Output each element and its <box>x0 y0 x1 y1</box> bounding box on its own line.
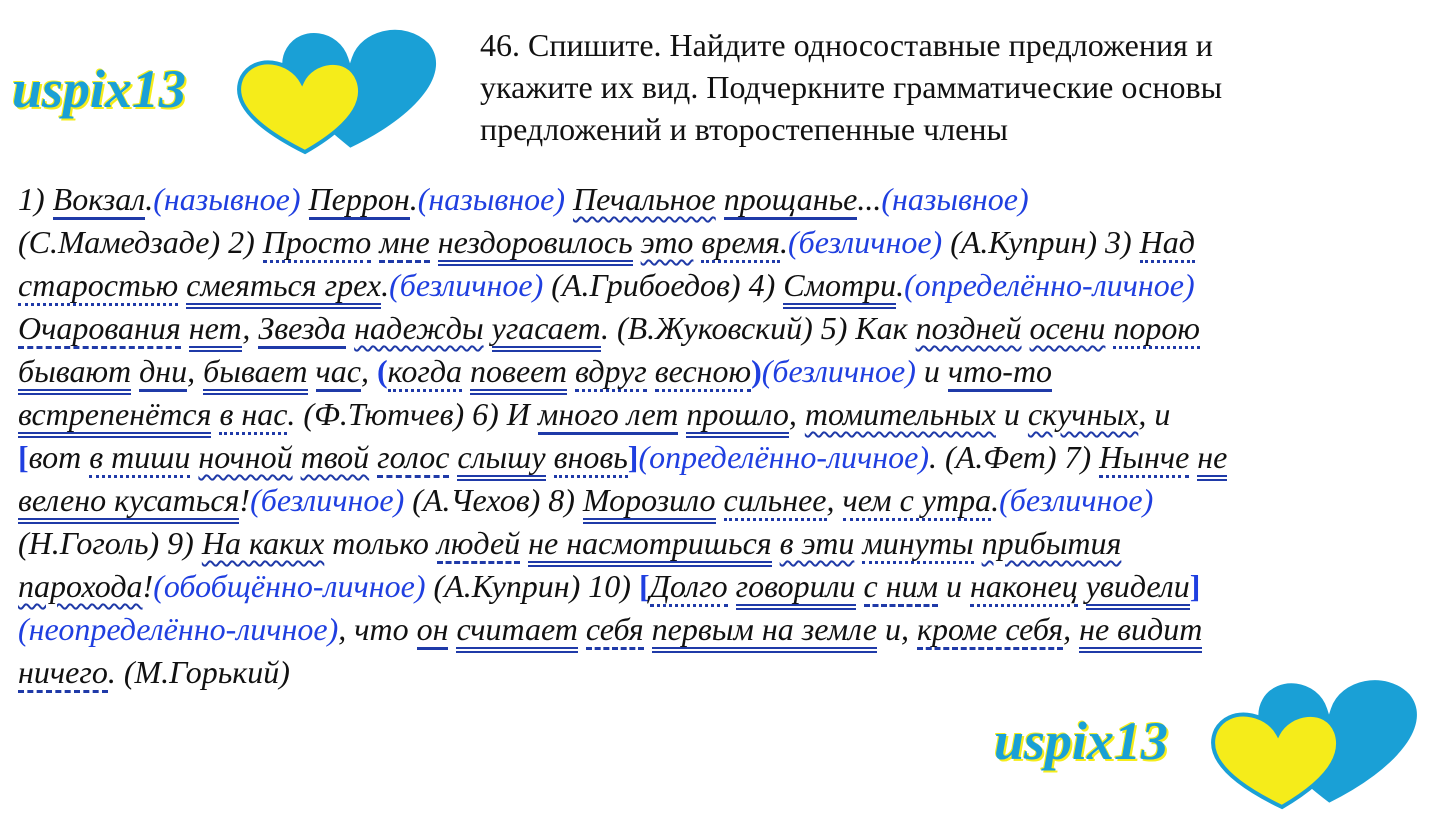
space <box>301 181 309 217</box>
type-note: (назывное) <box>881 181 1029 217</box>
text-line <box>18 350 1433 393</box>
predicate: говорили <box>736 568 856 610</box>
type-note: (обобщённо-личное) <box>153 568 426 604</box>
plain-text: . (М.Горький) <box>107 654 290 690</box>
object: с ним <box>864 568 939 607</box>
punct: , <box>360 353 377 389</box>
plain-text: , и <box>1138 396 1171 432</box>
type-note: (определённо-личное) <box>638 439 930 475</box>
object: Очарования <box>18 310 181 349</box>
punct: . <box>896 267 905 303</box>
predicate: не видит <box>1079 611 1202 653</box>
type-note: (определённо-личное) <box>904 267 1195 303</box>
type-note: (безличное) <box>389 267 544 303</box>
clause-bracket: ( <box>376 353 388 389</box>
space <box>1022 310 1030 346</box>
predicate: встрепенётся <box>18 396 211 438</box>
adverbial: в нас <box>219 396 287 435</box>
predicate: нет <box>189 310 243 352</box>
text-line <box>18 393 1433 436</box>
sentence-number: 1) <box>18 181 53 217</box>
adverbial: в тиши <box>89 439 190 478</box>
punct: , <box>826 482 843 518</box>
attribute: прибытия <box>981 525 1122 561</box>
text-line <box>18 565 1433 608</box>
type-note: (назывное) <box>417 181 565 217</box>
type-note: (безличное) <box>999 482 1154 518</box>
adverbial: старостью <box>18 267 178 306</box>
text-line <box>18 522 1433 565</box>
adverbial: когда <box>388 353 462 392</box>
punct: ... <box>857 181 882 217</box>
punct: , <box>242 310 259 346</box>
predicate: увидели <box>1086 568 1190 610</box>
text-line <box>18 307 1433 350</box>
plain-text: . (А.Фет) 7) <box>929 439 1100 475</box>
adverbial: Долго <box>650 568 728 607</box>
hearts-icon <box>1204 672 1434 812</box>
subject: что-то <box>948 353 1052 392</box>
subject: прощанье <box>724 181 858 220</box>
text-line <box>18 264 1433 307</box>
adverbial: время <box>701 224 780 263</box>
logo-top <box>8 22 448 157</box>
predicate: первым на земле <box>652 611 877 653</box>
clause-bracket: ] <box>1189 568 1201 604</box>
object: ничего <box>18 654 108 693</box>
task-line: укажите их вид. Подчеркните грамматические основы <box>480 69 1223 105</box>
object: людей <box>437 525 520 564</box>
predicate: не насмотришься <box>528 525 771 567</box>
adverbial: Нынче <box>1099 439 1189 478</box>
space <box>644 611 652 647</box>
space <box>484 310 492 346</box>
space <box>567 353 575 389</box>
punct: , <box>788 396 805 432</box>
punct: . <box>145 181 154 217</box>
space <box>293 439 301 475</box>
space <box>369 439 377 475</box>
space <box>1078 568 1086 604</box>
text-line <box>18 178 1433 221</box>
attribute: парохода <box>18 568 143 604</box>
clause-bracket: [ <box>638 568 650 604</box>
space <box>647 353 655 389</box>
punct: . <box>780 224 789 260</box>
subject: много лет <box>538 396 678 435</box>
subject: Перрон <box>309 181 410 220</box>
plain-text: . (В.Жуковский) 5) Как <box>600 310 916 346</box>
space <box>578 611 586 647</box>
predicate: смеяться грех <box>186 267 381 309</box>
adverbial: Над <box>1140 224 1195 263</box>
attribute: На каких <box>201 525 325 561</box>
plain-text: и <box>995 396 1028 432</box>
space <box>178 267 186 303</box>
punct: . <box>409 181 418 217</box>
space <box>633 224 641 260</box>
attribute: осени <box>1029 310 1106 346</box>
object: голос <box>377 439 449 478</box>
exercise-text <box>18 178 1433 694</box>
plain-text: (С.Мамедзаде) 2) <box>18 224 263 260</box>
type-note: (безличное) <box>250 482 405 518</box>
plain-text: и <box>938 568 971 604</box>
adverbial: сильнее <box>724 482 827 521</box>
adverbial: чем с утра <box>843 482 992 521</box>
text-line <box>18 479 1433 522</box>
space <box>346 310 354 346</box>
type-note: (неопределённо-личное) <box>18 611 339 647</box>
adverbial: минуты <box>862 525 973 564</box>
space <box>546 439 554 475</box>
space <box>856 568 864 604</box>
task-heading <box>480 24 1430 150</box>
attribute: Печальное <box>573 181 716 217</box>
attribute: надежды <box>354 310 484 346</box>
attribute: томительных <box>804 396 996 432</box>
type-note: (назывное) <box>153 181 301 217</box>
punct: . <box>991 482 1000 518</box>
space <box>772 525 780 561</box>
attribute: скучных <box>1027 396 1139 432</box>
subject: Звезда <box>258 310 346 349</box>
plain-text: и, <box>876 611 917 647</box>
subject: он <box>417 611 449 650</box>
space <box>181 310 189 346</box>
task-line: предложений и второстепенные члены <box>480 111 1008 147</box>
punct: ! <box>142 568 154 604</box>
plain-text: , что <box>338 611 417 647</box>
predicate: нездоровилось <box>438 224 633 266</box>
clause-bracket: ] <box>627 439 639 475</box>
attribute: в эти <box>779 525 855 561</box>
punct: , <box>187 353 204 389</box>
predicate: не <box>1197 439 1227 481</box>
object: кроме себя <box>917 611 1063 650</box>
logo-text: uspix13 <box>994 711 1169 771</box>
space <box>974 525 982 561</box>
type-note: (безличное) <box>761 353 916 389</box>
clause-bracket: ) <box>751 353 762 389</box>
plain-text: и <box>915 353 948 389</box>
adverbial: весною <box>655 353 751 392</box>
plain-text: (Н.Гоголь) 9) <box>18 525 202 561</box>
text-line <box>18 608 1433 651</box>
space <box>565 181 573 217</box>
space <box>131 353 139 389</box>
space <box>308 353 316 389</box>
adverbial: Просто <box>263 224 371 263</box>
punct: , <box>1063 611 1080 647</box>
type-note: (безличное) <box>788 224 943 260</box>
adverbial: вновь <box>554 439 628 478</box>
logo-bottom <box>990 672 1435 812</box>
adverbial: порою <box>1113 310 1200 349</box>
adverbial: наконец <box>970 568 1078 607</box>
predicate: считает <box>456 611 577 653</box>
predicate: угасает <box>492 310 601 352</box>
plain-text: только <box>324 525 437 561</box>
hearts-icon <box>230 22 455 157</box>
subject: дни <box>139 353 187 392</box>
plain-text: . (Ф.Тютчев) 6) И <box>287 396 538 432</box>
predicate: слышу <box>457 439 545 481</box>
space <box>716 181 724 217</box>
text-line <box>18 221 1433 264</box>
predicate: бывает <box>203 353 307 395</box>
plain-text: (А.Куприн) 10) <box>425 568 639 604</box>
predicate: прошло <box>686 396 789 438</box>
attribute: поздней <box>915 310 1022 346</box>
plain-text: (А.Грибоедов) 4) <box>543 267 784 303</box>
attribute: это <box>640 224 694 260</box>
predicate: Смотри <box>783 267 896 309</box>
predicate: велено кусаться <box>18 482 239 524</box>
punct: . <box>381 267 390 303</box>
adverbial: вдруг <box>575 353 647 392</box>
space <box>520 525 528 561</box>
space <box>728 568 736 604</box>
space <box>716 482 724 518</box>
text-line <box>18 436 1433 479</box>
plain-text: (А.Куприн) 3) <box>942 224 1140 260</box>
object: себя <box>586 611 644 650</box>
punct: ! <box>239 482 251 518</box>
subject: час <box>316 353 361 392</box>
particle: вот <box>28 439 82 475</box>
logo-text: uspix13 <box>12 59 187 119</box>
task-line: 46. Спишите. Найдите односоставные предложения и <box>480 27 1213 63</box>
clause-bracket: [ <box>18 439 29 475</box>
subject: Вокзал <box>53 181 146 220</box>
space <box>462 353 470 389</box>
space <box>430 224 438 260</box>
object: мне <box>379 224 430 263</box>
plain-text: (А.Чехов) 8) <box>404 482 583 518</box>
predicate: бывают <box>18 353 131 395</box>
predicate: повеет <box>470 353 567 395</box>
attribute: ночной <box>198 439 293 475</box>
attribute: твой <box>300 439 370 475</box>
predicate: Морозило <box>583 482 716 524</box>
